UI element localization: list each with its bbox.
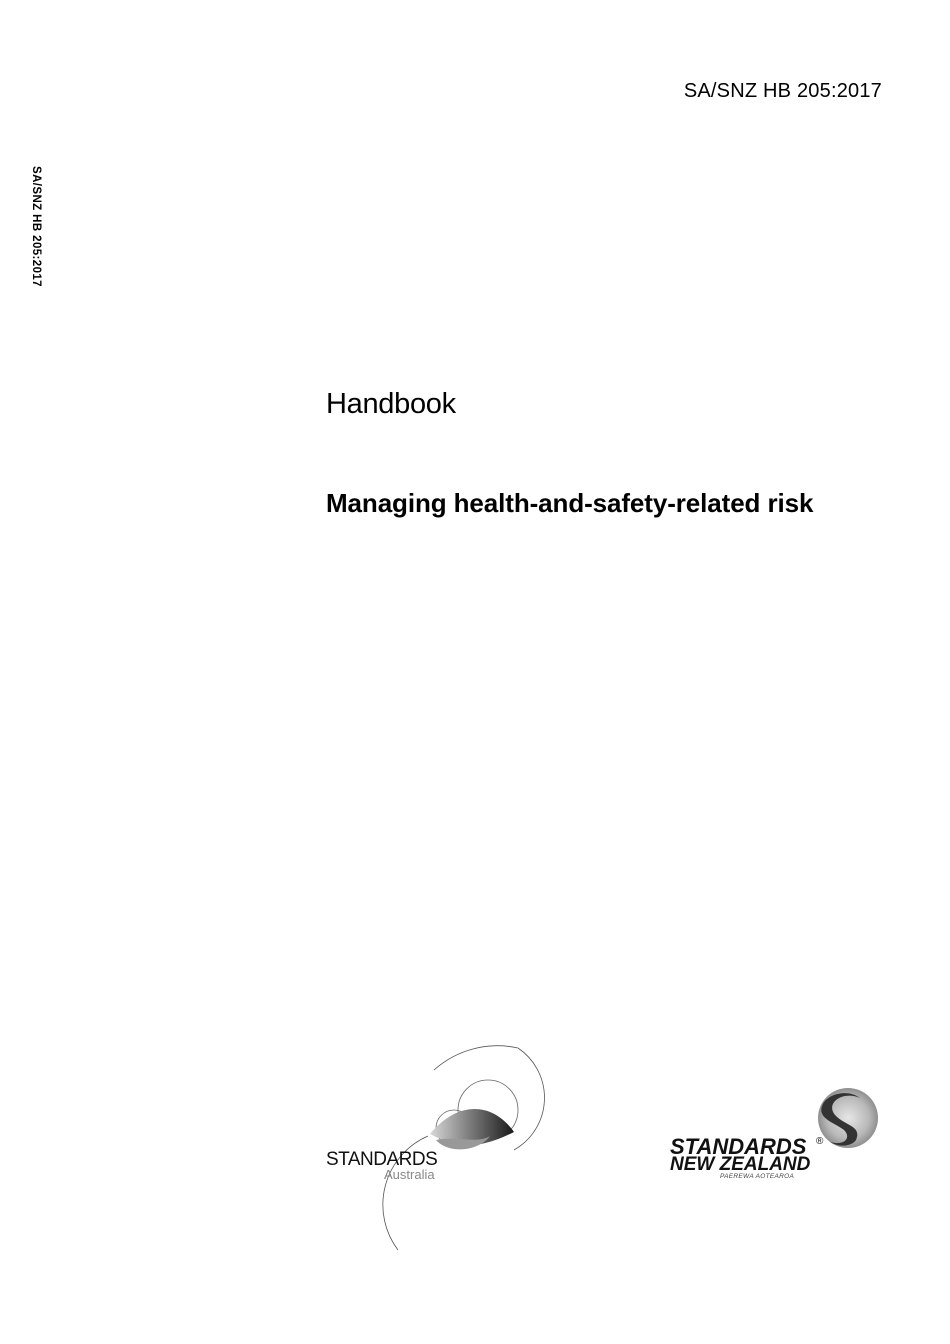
- standards-new-zealand-logo: [664, 1082, 894, 1182]
- document-type-heading: Handbook: [326, 388, 456, 420]
- spine-document-number: SA/SNZ HB 205:2017: [30, 166, 42, 287]
- standards-australia-logo: [318, 1040, 550, 1260]
- registered-mark: ®: [816, 1136, 824, 1147]
- snz-maori-name: PAEREWA AOTEAROA: [720, 1173, 795, 1180]
- snz-country: NEW ZEALAND: [670, 1154, 811, 1175]
- snz-wordmark: STANDARDS: [670, 1134, 807, 1159]
- document-title: Managing health-and-safety-related risk: [326, 488, 814, 518]
- document-number: SA/SNZ HB 205:2017: [683, 80, 882, 102]
- standards-australia-country: Australia: [384, 1167, 435, 1182]
- standards-australia-wordmark: STANDARDS: [326, 1149, 438, 1170]
